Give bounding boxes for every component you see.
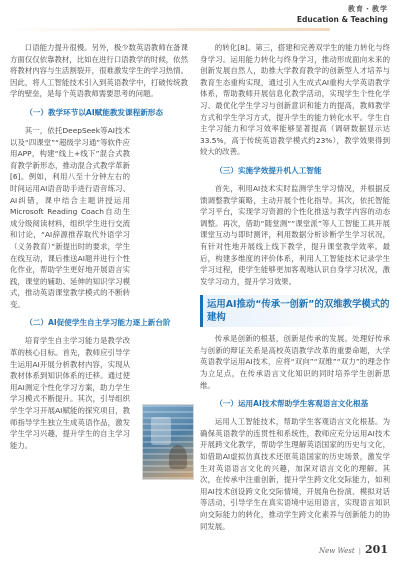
photo-shape <box>169 445 187 469</box>
left-paragraph-3: 培育学生自主学习能力是教学改革的核心目标。首先，教师应引导学生运用AI开展分析教材内容，实现从教材体系到知识体系的迁移。通过使用AI测定个性化学习方案，助力学生学习模式不断提升。其次，引导组织学生学习开展AI赋能的探究项目，教师指导学生独立生成英语作品，激发学生学习兴趣，提升学生的自主学习能力。 <box>10 336 130 450</box>
article-photo <box>142 404 194 480</box>
left-paragraph-1: 口语能力提升很慢。另外，极少数英语教师在备课方面仅仅依靠教材，比如在进行口语教学的时候，依然将教材内容与生活割裂开，很难激发学生的学习热情。因此，将人工智能技术引入到英语教学中，打破传统教学的壁垒，是每个英语教师需要思考的问题。 <box>10 43 188 99</box>
right-paragraph-4: 运用人工智能技术，帮助学生客观语言文化根基。为确保英语教学的连贯性和系统性，教师应充分运用AI技术开展跨文化教学，帮助学生理解英语国家的历史与文化，如借助AI虚拟仿真技术还原英语国家的历史场景，激发学生对英语语言文化的兴趣，加深对语言文化的理解。其次，在传承中注重创新，提升学生跨文化交际能力，如利用AI技术创设跨文化交际情境，开展角色扮演、模拟对话等活动，引导学生在真实语境中运用语言，实现语言知识向交际能力的转化，推动学生跨文化素养与创新能力的协同发展。 <box>200 417 390 531</box>
right-subheading-1: （三）实施学效提升机人工智能 <box>215 165 322 175</box>
header-section-en: Education & Teaching <box>296 15 388 24</box>
header-section-cn: 教育・教学 <box>348 5 388 13</box>
right-column <box>200 42 390 532</box>
photo-shape <box>151 417 171 445</box>
footer-divider: | <box>358 547 362 555</box>
left-subheading-2: （二）AI促使学生自主学习能力逐上新台阶 <box>25 318 171 328</box>
right-paragraph-3: 传承是创新的根基，创新是传承的发展。处理好传承与创新的辩证关系是高校英语教学改革的重要命题，大学英语教学运用AI技术，应将“双向”“双维”“双力”的理念作为立足点，在传承语言文化知识的同时培养学生创新思维。 <box>200 334 390 390</box>
left-subheading-1: （一）教学环节以AI赋能教发课程新形态 <box>25 107 163 117</box>
right-paragraph-2: 首先，利用AI技术实时监测学生学习情况，并根据反馈调整教学策略，主动开展个性化指导。其次，依托智能学习平台，实现学习资源的个性化推送与教学内容的动态调整。再次，借助“随堂测”“课堂派”等人工智能工具开展课堂互动与即时测评，利用数据分析诊断学生学习状况，有针对性地开展线上线下教学，提升课堂教学效率。最后，构建多维度的评价体系，利用人工智能技术记录学生学习过程，使学生能够更加客观地认识自身学习状况，激发学习动力，提升学习效果。 <box>200 183 390 286</box>
header-section-label <box>297 4 388 24</box>
page-footer <box>319 543 388 556</box>
page-header <box>0 0 402 34</box>
section-heading: 运用AI推动“传承一创新”的双维教学模式的建构 <box>200 295 390 327</box>
right-paragraph-1: 的转化[8]。第三，搭建和完善双学生的能力转化与终身学习。运用能力转化与终身学习，推动形成面向未来的创新发展自然人，助推大学教育教学的创新型人才培养与教育生态重构实现，通过引入生成式AI重构大学英语教学体系，帮助教师开展信息化教学活动，实现学生个性化学习、最优化学生学习与创新意识和能力的提高，教师教学方式和学生学习方式，提升学生的能力转化水平。学生自主学习能力和学习效率能够显著提高（调研数据显示达33.5%，高于传统英语教学模式约23%），教学效果得到较大的改善。 <box>200 43 390 157</box>
page-number: 201 <box>365 543 388 556</box>
left-column <box>10 42 188 451</box>
right-subheading-2: （一）运用AI技术帮助学生客观语言文化根基 <box>215 399 369 409</box>
magazine-name: New West <box>319 547 355 555</box>
left-paragraph-2: 其一，依托DeepSeek等AI技术以及“四课堂”“超级学习通”等软件应用APP，构建“线上+线下”混合式教育教学新形态，推动混合式教学革新[6]。例如，利用八至十分钟左右的时间运用AI语音助手进行语音练习、AI纠错，课中结合主题讲授运用Microsoft Reading Coach自动生成分级阅读材料，组织学生进行交流和讨论，“AI辞源推荐取代外语学习（义务教育）”新提出时的要求，学生在线互动，课后推送AI题并进行个性化作业，帮助学生更好地开展语言实践，课堂的辅助、延伸的知识学习模式，推动英语课堂教学模式的不断转变。 <box>10 125 130 309</box>
